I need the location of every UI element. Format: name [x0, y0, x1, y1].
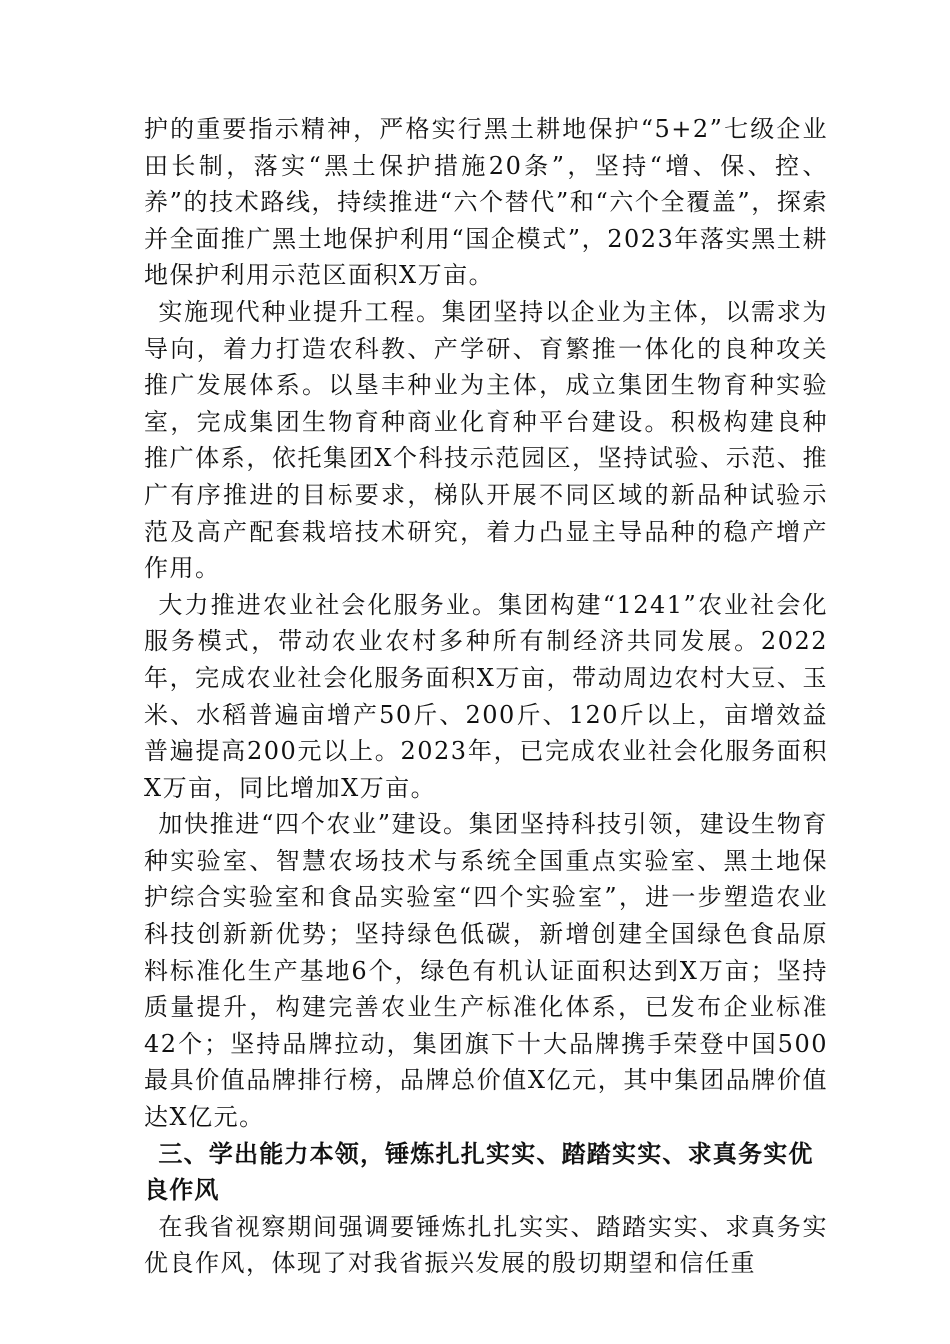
section-heading: 三、学出能力本领，锤炼扎扎实实、踏踏实实、求真务实优良作风 — [144, 1139, 814, 1205]
paragraph-agricultural-services: 大力推进农业社会化服务业。集团构建“1241”农业社会化服务模式，带动农业农村多种所有制经济共同发展。2022年，完成农业社会化服务面积X万亩，带动周边农村大豆、玉米、水稻普遍亩增产50斤、200斤、120斤以上，亩增效益普遍提高200元以上。2023年，已完成农业社会化服务面积X万亩，同比增加X万亩。 — [144, 590, 828, 802]
paragraph-work-style: 在我省视察期间强调要锤炼扎扎实实、踏踏实实、求真务实优良作风，体现了对我省振兴发展的殷切期望和信任重 — [144, 1212, 828, 1278]
paragraph-seed-industry: 实施现代种业提升工程。集团坚持以企业为主体，以需求为导向，着力打造农科教、产学研、育繁推一体化的良种攻关推广发展体系。以垦丰种业为主体，成立集团生物育种实验室，完成集团生物育种商业化育种平台建设。积极构建良种推广体系，依托集团X个科技示范园区，坚持试验、示范、推广有序推进的目标要求，梯队开展不同区域的新品种试验示范及高产配套栽培技术研究，着力凸显主导品种的稳产增产作用。 — [144, 297, 828, 583]
paragraph-four-agricultures: 加快推进“四个农业”建设。集团坚持科技引领，建设生物育种实验室、智慧农场技术与系统全国重点实验室、黑土地保护综合实验室和食品实验室“四个实验室”，进一步塑造农业科技创新新优势；坚持绿色低碳，新增创建全国绿色食品原料标准化生产基地6个，绿色有机认证面积达到X万亩；坚持质量提升，构建完善农业生产标准化体系，已发布企业标准42个；坚持品牌拉动，集团旗下十大品牌携手荣登中国500最具价值品牌排行榜，品牌总价值X亿元，其中集团品牌价值达X亿元。 — [144, 810, 828, 1132]
document-body — [144, 111, 828, 1282]
paragraph-black-soil-protection: 护的重要指示精神，严格实行黑土耕地保护“5+2”七级企业田长制，落实“黑土保护措施20条”，坚持“增、保、控、养”的技术路线，持续推进“六个替代”和“六个全覆盖”，探索并全面推广黑土地保护利用“国企模式”，2023年落实黑土耕地保护利用示范区面积X万亩。 — [144, 115, 828, 290]
